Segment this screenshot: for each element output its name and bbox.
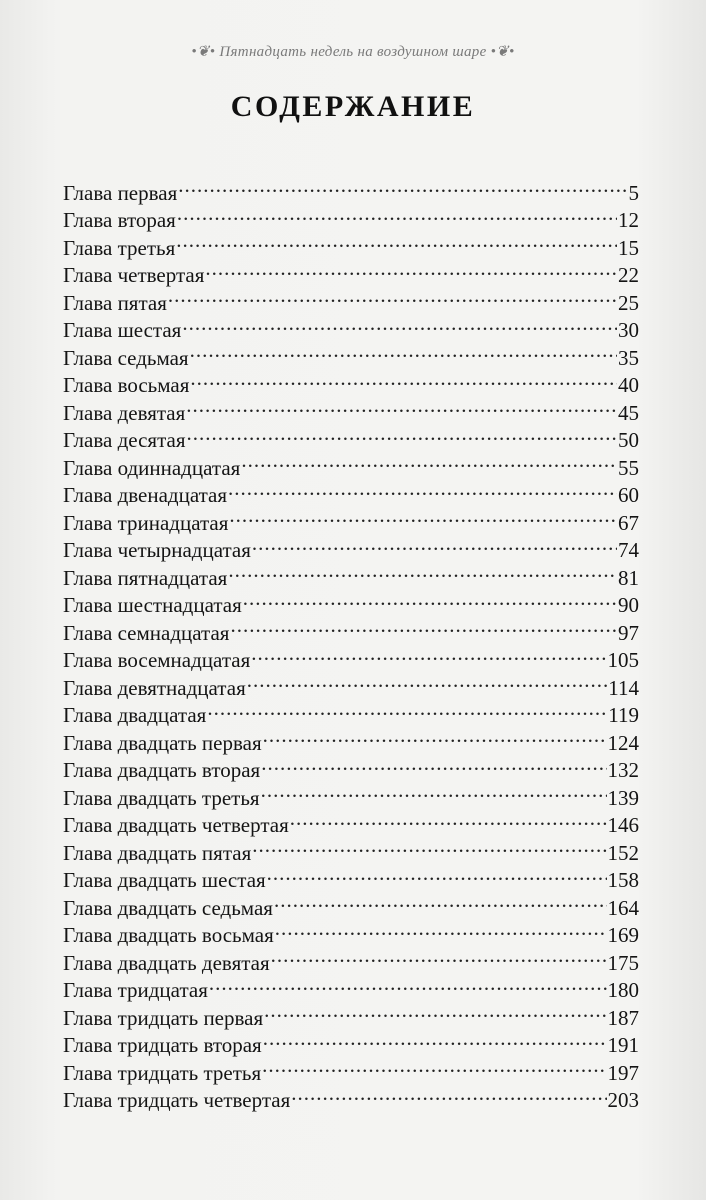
- toc-entry: [63, 172, 639, 205]
- toc-entry-page: 30: [618, 318, 639, 342]
- toc-leader-dots: [190, 337, 617, 365]
- toc-entry-page: 74: [618, 538, 639, 562]
- ornament-right-icon: •❦•: [486, 44, 515, 60]
- toc-entry-page: 55: [618, 455, 639, 480]
- toc-leader-dots: [271, 942, 607, 970]
- toc-entry-label: Глава шестая: [63, 318, 182, 342]
- running-head-text: Пятнадцать недель на воздушном шаре: [219, 44, 487, 60]
- toc-entry-label: Глава девятая: [63, 400, 186, 425]
- toc-leader-dots: [176, 227, 617, 255]
- toc-leader-dots: [168, 282, 617, 310]
- toc-entry-label: Глава первая: [63, 180, 178, 205]
- toc-leader-dots: [205, 255, 617, 283]
- toc-leader-dots: [207, 695, 607, 723]
- table-of-contents: [63, 172, 639, 1112]
- toc-entry-label: Глава тридцать вторая: [63, 1033, 262, 1057]
- toc-entry-page: 175: [607, 950, 639, 975]
- toc-entry-page: 12: [618, 208, 639, 232]
- toc-leader-dots: [263, 1025, 607, 1053]
- toc-entry-page: 90: [618, 593, 639, 617]
- toc-leader-dots: [251, 640, 606, 668]
- toc-entry-label: Глава третья: [63, 235, 176, 260]
- toc-entry-label: Глава двадцать первая: [63, 730, 262, 755]
- toc-entry-label: Глава двадцать четвертая: [63, 813, 289, 837]
- toc-leader-dots: [290, 805, 607, 833]
- toc-leader-dots: [261, 750, 606, 778]
- toc-leader-dots: [187, 420, 618, 448]
- toc-entry-page: 187: [607, 1005, 639, 1030]
- toc-entry-label: Глава тридцатая: [63, 978, 208, 1002]
- toc-entry-label: Глава двадцатая: [63, 703, 207, 727]
- toc-entry-page: 191: [607, 1033, 639, 1057]
- toc-entry-page: 25: [618, 290, 639, 315]
- toc-entry-label: Глава шестнадцатая: [63, 593, 242, 617]
- toc-leader-dots: [186, 392, 617, 420]
- toc-leader-dots: [229, 502, 617, 530]
- toc-entry-page: 40: [618, 373, 639, 397]
- toc-entry-label: Глава седьмая: [63, 345, 189, 370]
- toc-entry-label: Глава двадцать пятая: [63, 840, 252, 865]
- toc-entry-label: Глава двадцать девятая: [63, 950, 270, 975]
- toc-entry-label: Глава четвертая: [63, 263, 205, 287]
- toc-leader-dots: [291, 1080, 606, 1108]
- toc-entry-label: Глава одиннадцатая: [63, 455, 241, 480]
- toc-entry-label: Глава тридцать четвертая: [63, 1088, 291, 1112]
- toc-entry-page: 146: [607, 813, 639, 837]
- toc-leader-dots: [252, 832, 606, 860]
- toc-entry-label: Глава семнадцатая: [63, 620, 230, 645]
- toc-entry-page: 22: [618, 263, 639, 287]
- toc-entry-page: 60: [618, 483, 639, 507]
- toc-entry-page: 119: [608, 703, 639, 727]
- toc-entry-page: 132: [607, 758, 639, 782]
- toc-leader-dots: [177, 200, 617, 228]
- toc-leader-dots: [275, 915, 607, 943]
- toc-entry-label: Глава пятая: [63, 290, 167, 315]
- toc-entry-page: 114: [608, 675, 639, 700]
- toc-entry-label: Глава двадцать вторая: [63, 758, 261, 782]
- toc-leader-dots: [247, 667, 608, 695]
- toc-leader-dots: [228, 475, 617, 503]
- toc-leader-dots: [178, 172, 627, 200]
- toc-entry-label: Глава девятнадцатая: [63, 675, 246, 700]
- toc-entry-page: 67: [618, 510, 639, 535]
- toc-leader-dots: [252, 530, 617, 558]
- toc-entry-page: 180: [607, 978, 639, 1002]
- toc-leader-dots: [261, 777, 607, 805]
- toc-entry-page: 5: [628, 180, 639, 205]
- toc-entry-label: Глава двадцать шестая: [63, 868, 266, 892]
- ornament-left-icon: •❦•: [191, 44, 220, 60]
- toc-entry-page: 164: [607, 895, 639, 920]
- toc-entry-page: 197: [607, 1060, 639, 1085]
- toc-entry-label: Глава восьмая: [63, 373, 190, 397]
- toc-leader-dots: [190, 365, 617, 393]
- toc-entry-page: 81: [618, 565, 639, 590]
- toc-entry-label: Глава двенадцатая: [63, 483, 228, 507]
- toc-entry-page: 169: [607, 923, 639, 947]
- toc-leader-dots: [228, 557, 617, 585]
- toc-entry-label: Глава восемнадцатая: [63, 648, 251, 672]
- toc-leader-dots: [267, 860, 607, 888]
- toc-entry-label: Глава двадцать третья: [63, 785, 260, 810]
- toc-entry-label: Глава двадцать восьмая: [63, 923, 274, 947]
- toc-entry-page: 124: [607, 730, 639, 755]
- toc-leader-dots: [263, 722, 607, 750]
- toc-entry-label: Глава десятая: [63, 428, 186, 452]
- toc-entry-page: 203: [607, 1088, 639, 1112]
- toc-leader-dots: [264, 997, 606, 1025]
- toc-entry-page: 50: [618, 428, 639, 452]
- toc-entry-label: Глава тринадцатая: [63, 510, 229, 535]
- toc-leader-dots: [182, 310, 617, 338]
- toc-leader-dots: [262, 1052, 606, 1080]
- page-title: СОДЕРЖАНИЕ: [230, 90, 476, 123]
- toc-entry-page: 158: [607, 868, 639, 892]
- toc-entry-label: Глава тридцать первая: [63, 1005, 264, 1030]
- running-head: [0, 42, 706, 61]
- toc-entry-page: 35: [618, 345, 639, 370]
- toc-entry-label: Глава пятнадцатая: [63, 565, 228, 590]
- toc-entry-page: 45: [618, 400, 639, 425]
- toc-entry-label: Глава двадцать седьмая: [63, 895, 273, 920]
- toc-leader-dots: [274, 887, 607, 915]
- toc-leader-dots: [230, 612, 617, 640]
- toc-entry-page: 105: [607, 648, 639, 672]
- toc-entry-label: Глава четырнадцатая: [63, 538, 251, 562]
- toc-entry-page: 15: [618, 235, 639, 260]
- toc-entry-page: 139: [607, 785, 639, 810]
- toc-leader-dots: [243, 585, 617, 613]
- toc-entry-label: Глава тридцать третья: [63, 1060, 262, 1085]
- toc-entry-page: 152: [607, 840, 639, 865]
- toc-entry-label: Глава вторая: [63, 208, 176, 232]
- toc-leader-dots: [209, 970, 607, 998]
- toc-leader-dots: [241, 447, 617, 475]
- toc-entry-page: 97: [618, 620, 639, 645]
